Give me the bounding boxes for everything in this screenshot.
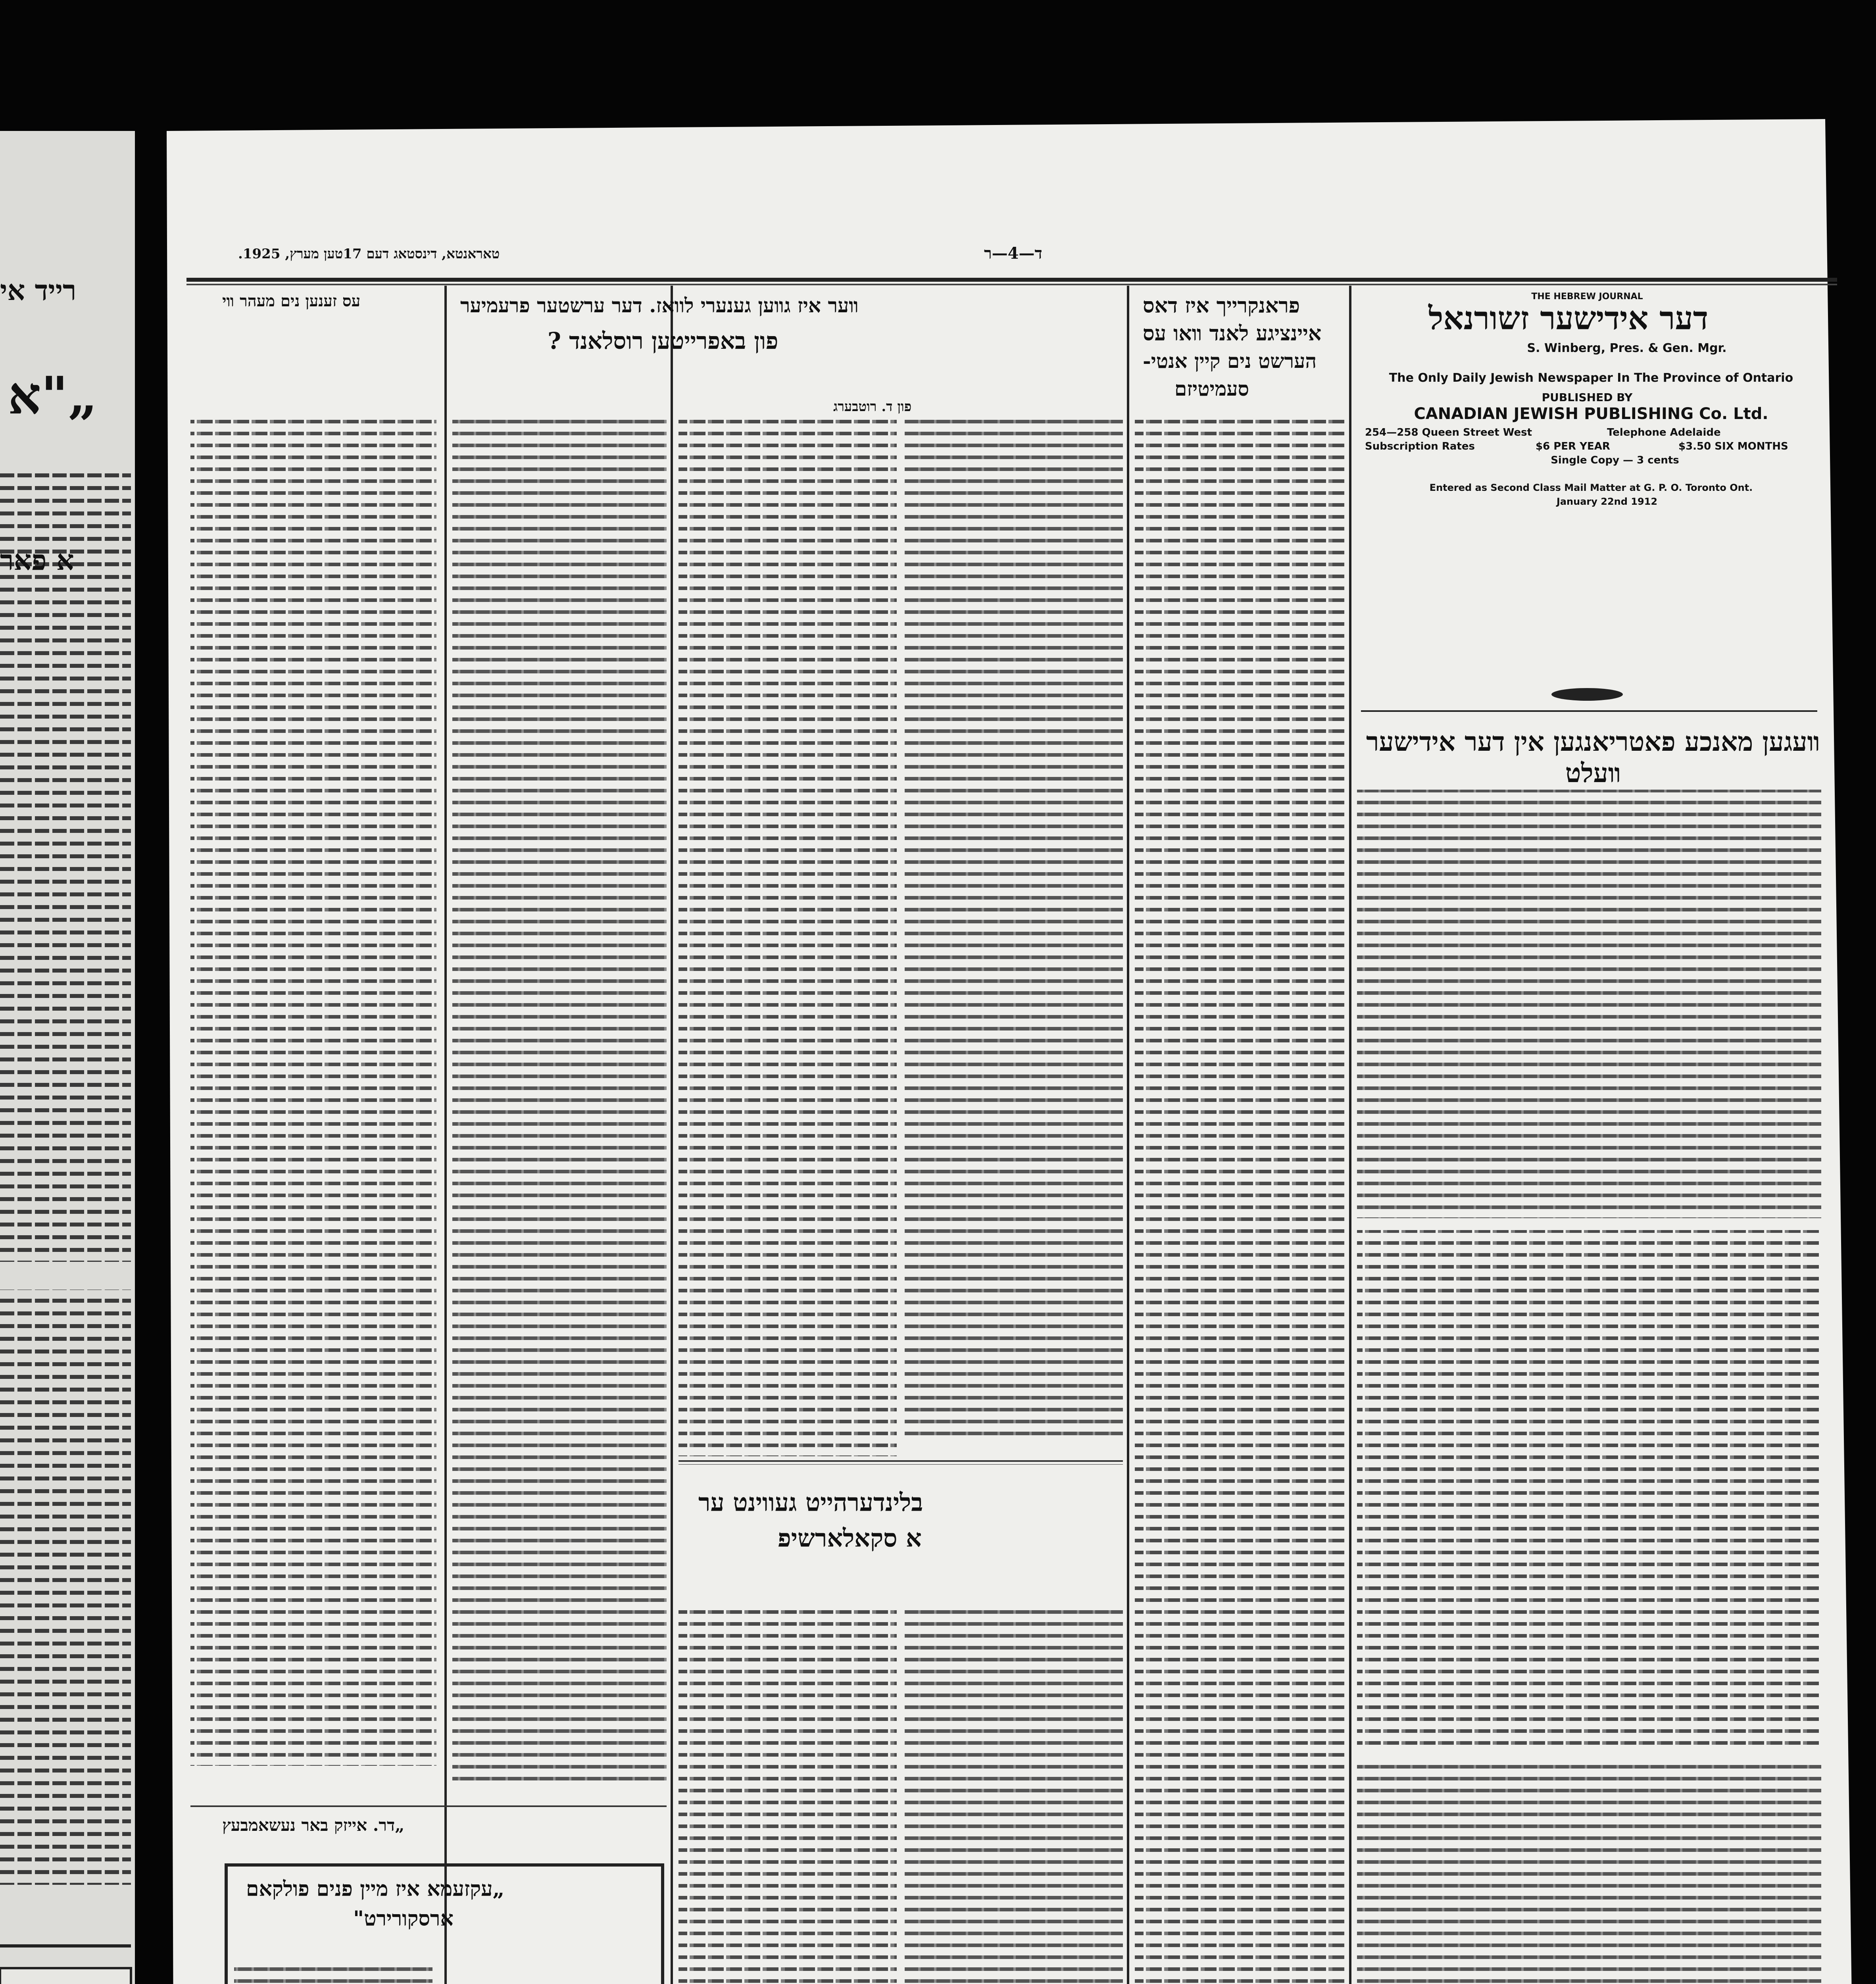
left-fragment-marker-2: א פאר [0,544,74,577]
masthead-english-small: THE HEBREW JOURNAL [1531,292,1643,302]
ad-title-2: ארסקורירט" [353,1907,454,1931]
column-rule-3 [1127,286,1129,1984]
column-rule-4 [1349,286,1351,1984]
left-fragment-marker-1: „"א [8,365,98,426]
col4-text-block [452,417,667,1786]
masthead-company: CANADIAN JEWISH PUBLISHING Co. Ltd. [1414,405,1768,423]
masthead-published-by: PUBLISHED BY [1542,391,1633,404]
masthead-single-copy: Single Copy — 3 cents [1551,454,1679,466]
masthead-title: דער אידישער זשורנאל [1428,300,1709,337]
headline-col2-line4: סעמיטיזם [1174,377,1249,400]
masthead-entered-date: January 22nd 1912 [1556,496,1658,507]
column-rule-2 [671,286,673,1984]
headline-col3-line1: װער איז גװען גענערי לוואז. דער ערשטער פרעמיער [460,294,859,317]
headline-col2-line1: פראנקרייך איז דאס [1143,294,1300,318]
masthead-address: 254—258 Queen Street West [1365,427,1532,438]
masthead-entered: Entered as Second Class Mail Matter at G. P. O. Toronto Ont. [1429,482,1753,493]
ad-title: „עקזעמא איז מיין פנים פולקאם [246,1877,505,1901]
masthead-six-months: $3.50 SIX MONTHS [1678,440,1788,452]
col1-text-block-a [1357,790,1821,1218]
page-number: ד—4—ר [984,244,1042,263]
headline-col4: עס זענען נים מעהר װי [222,292,361,310]
masthead-subscription-price: $6 PER YEAR [1536,440,1610,452]
masthead-ornament [1551,688,1623,701]
col5-text-block [190,417,436,1766]
col3-text-right [905,417,1123,1440]
masthead-telephone: Telephone Adelaide [1607,427,1721,438]
headline-col1: װעגען מאנכע פאטריאנגען אין דער אידישער װעלט [1366,726,1820,788]
headline-col3-line2: פון באפרייטען רוסלאנד ? [548,327,778,354]
col1-text-block-b [1357,1230,1821,1746]
mid-story-text-right [905,1607,1123,1984]
headline-mid-line2: א סקאלארשיפ [778,1524,922,1553]
masthead-tagline: The Only Daily Jewish Newspaper In The Province of Ontario [1389,371,1793,385]
headline-col4-bold: „דר. אייזק באר נעשאמבעץ [222,1815,405,1835]
headline-col2-line3: הערשט נים קיין אנטי- [1143,349,1317,373]
left-fragment-text [0,468,131,1262]
column-rule-1 [444,286,447,1984]
left-fragment-text-2 [0,1290,131,1885]
masthead-subscription-label: Subscription Rates [1365,440,1475,452]
masthead-publisher: S. Winberg, Pres. & Gen. Mgr. [1527,341,1727,355]
headline-col2-line2: איינציגע לאנד װאו עס [1143,321,1322,346]
headline-mid-line1: בלינדערהייט געווינט ער [698,1488,923,1517]
ad-text [234,1964,432,1984]
col2-text-block [1135,413,1345,1984]
date-line: טאראנטא, דינסטאג דעם 17טען מערץ, 1925. [238,246,500,262]
mid-story-text-left [679,1607,897,1984]
header-rule [186,278,1837,282]
headline-col3-byline: פון ד. רוטבערג [833,399,912,415]
col1-text-block-c [1357,1758,1821,1984]
col3-text-left [679,417,897,1456]
left-masthead-fragment: רייד אי [0,274,77,307]
left-ad-box [0,1968,131,1984]
